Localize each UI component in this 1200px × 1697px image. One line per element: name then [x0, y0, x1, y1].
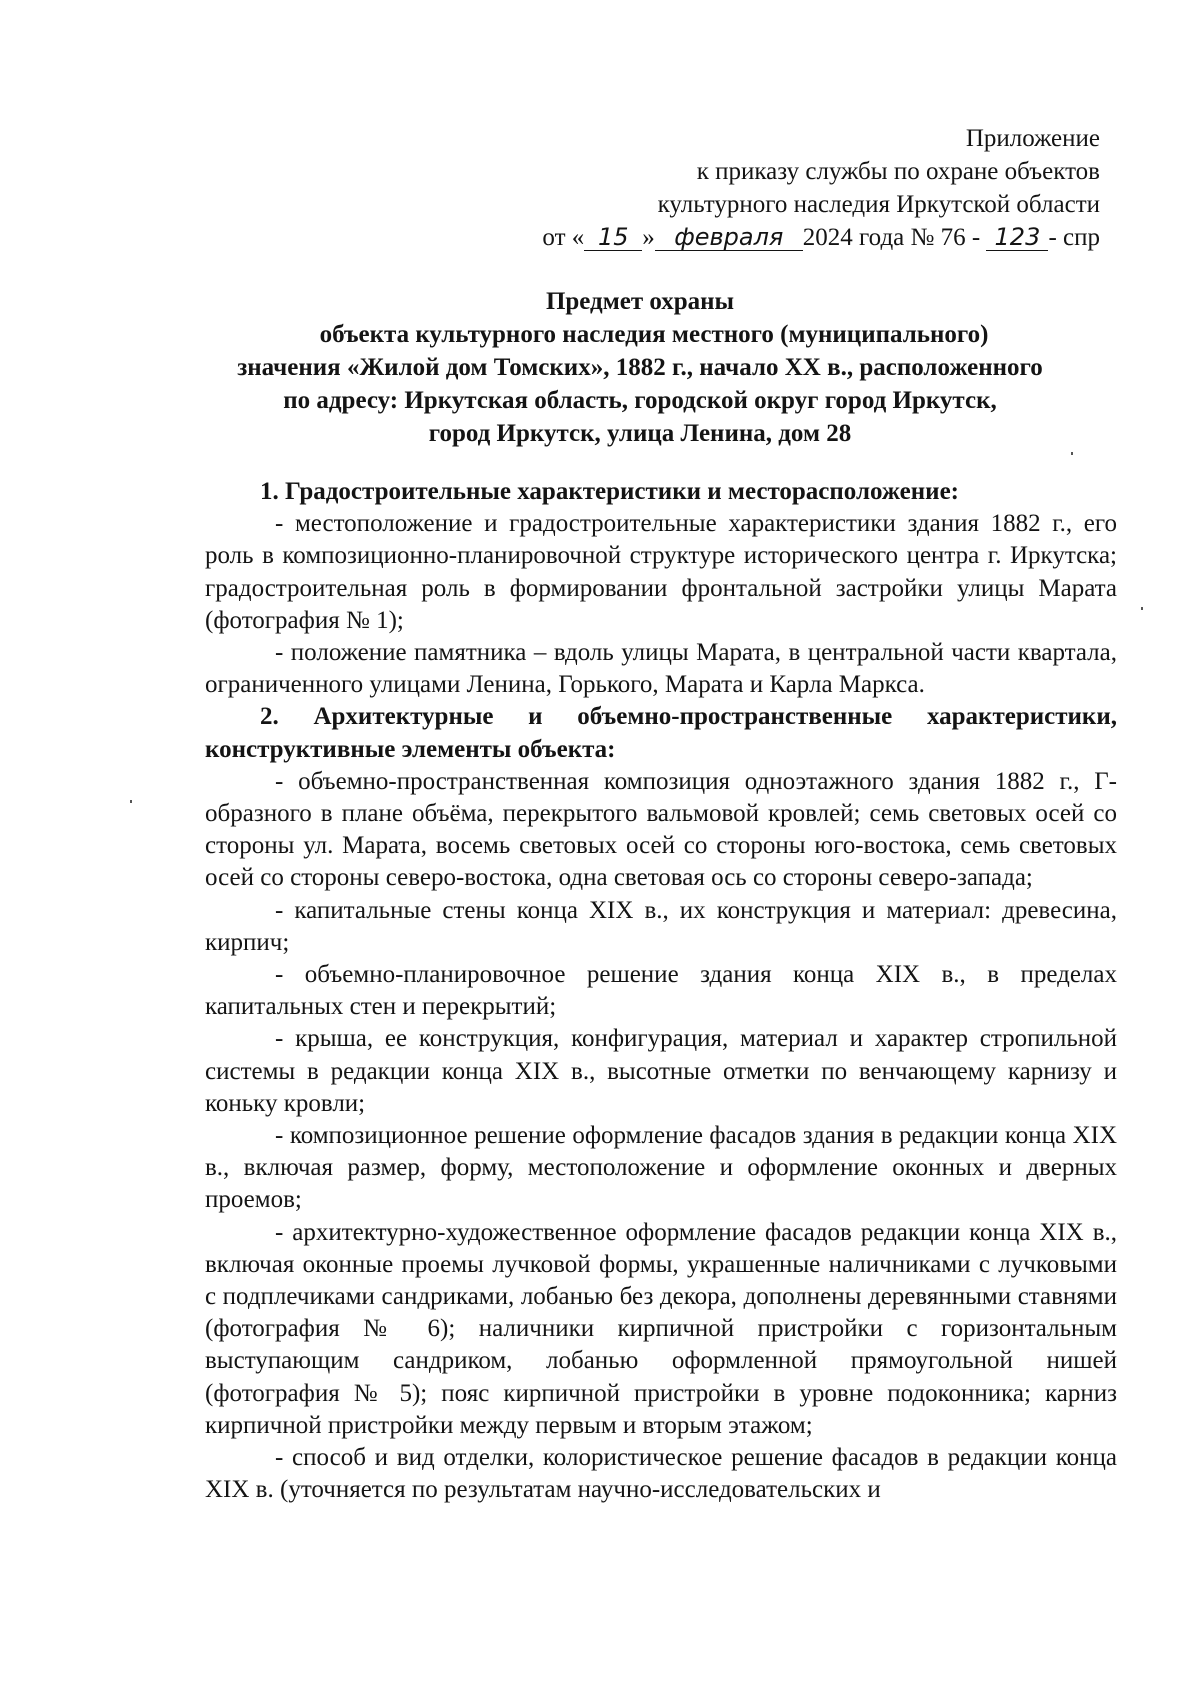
scan-speck: [1141, 607, 1143, 610]
date-suffix: 2024 года № 76 -: [802, 224, 981, 251]
order-suffix: - спр: [1048, 224, 1100, 251]
section-2-paragraph: - объемно-пространственная композиция одноэтажного здания 1882 г., Г-образного в плане объёма, перекрытого вальмовой кровлей; семь световых осей со стороны ул. Марата, восемь световых осей со стороны юго-востока, семь световых осей со стороны северо-востока, одна световая ось со стороны северо-запада;: [205, 767, 1117, 892]
section-2-paragraph: - капитальные стены конца XIX в., их конструкция и материал: древесина, кирпич;: [205, 896, 1117, 956]
section-1-paragraph: - местоположение и градостроительные характеристики здания 1882 г., его роль в композиционно-планировочной структуре исторического центра г. Иркутска; градостроительная роль в формировании фронтальной застройки улицы Марата (фотография № 1);: [205, 510, 1117, 634]
appendix-header: [542, 122, 1100, 254]
appendix-authority: культурного наследия Иркутской области: [657, 191, 1100, 218]
date-day-handwritten: 15: [584, 224, 642, 251]
section-2-paragraph: - архитектурно-художественное оформление фасадов редакции конца XIX в., включая оконные проемы лучковой формы, украшенные наличниками с лучковыми с подплечиками сандриками, лобанью без декора, дополнены деревянными ставнями (фотография № 6); наличники кирпичной пристройки с горизонтальным выступающим сандриком, лобанью оформленной прямоугольной нишей (фотография № 5); пояс кирпичной пристройки в уровне подоконника; карниз кирпичной пристройки между первым и вторым этажом;: [205, 1218, 1117, 1439]
date-mid: »: [642, 224, 655, 251]
appendix-label: Приложение: [965, 125, 1100, 152]
section-1-paragraph: - положение памятника – вдоль улицы Марата, в центральной части квартала, ограниченного улицами Ленина, Горького, Марата и Карла Маркса.: [205, 639, 1117, 699]
title-line-1: Предмет охраны: [545, 288, 735, 315]
scan-speck: [1071, 452, 1073, 455]
section-2-paragraph: - объемно-планировочное решение здания конца XIX в., в пределах капитальных стен и перекрытий;: [205, 961, 1117, 1021]
date-prefix: от «: [542, 224, 585, 251]
section-2-paragraph: - композиционное решение оформление фасадов здания в редакции конца XIX в., включая размер, форму, местоположение и оформление оконных и дверных проемов;: [205, 1122, 1117, 1214]
appendix-order-ref: к приказу службы по охране объектов: [696, 158, 1100, 185]
section-2-paragraph: - крыша, ее конструкция, конфигурация, материал и характер стропильной системы в редакции конца XIX в., высотные отметки по венчающему карнизу и коньку кровли;: [205, 1025, 1117, 1117]
document-title: [160, 285, 1120, 450]
title-line-2: объекта культурного наследия местного (муниципального): [319, 321, 989, 348]
order-number-handwritten: 123: [986, 224, 1048, 251]
section-1-heading: 1. Градостроительные характеристики и месторасположение:: [260, 478, 959, 505]
section-2-paragraph: - способ и вид отделки, колористическое решение фасадов в редакции конца XIX в. (уточняется по результатам научно-исследовательских и: [205, 1444, 1117, 1504]
title-line-4: по адресу: Иркутская область, городской округ город Иркутск,: [283, 387, 997, 414]
title-line-3: значения «Жилой дом Томских», 1882 г., начало XX в., расположенного: [237, 354, 1043, 381]
scan-speck: [130, 800, 132, 803]
appendix-date-line: [542, 221, 1100, 254]
document-body: [205, 476, 1117, 1507]
section-2-heading: 2. Архитектурные и объемно-пространственные характеристики, конструктивные элементы объекта:: [205, 703, 1117, 763]
title-line-5: город Иркутск, улица Ленина, дом 28: [428, 420, 852, 447]
date-month-handwritten: февраля: [655, 224, 803, 251]
